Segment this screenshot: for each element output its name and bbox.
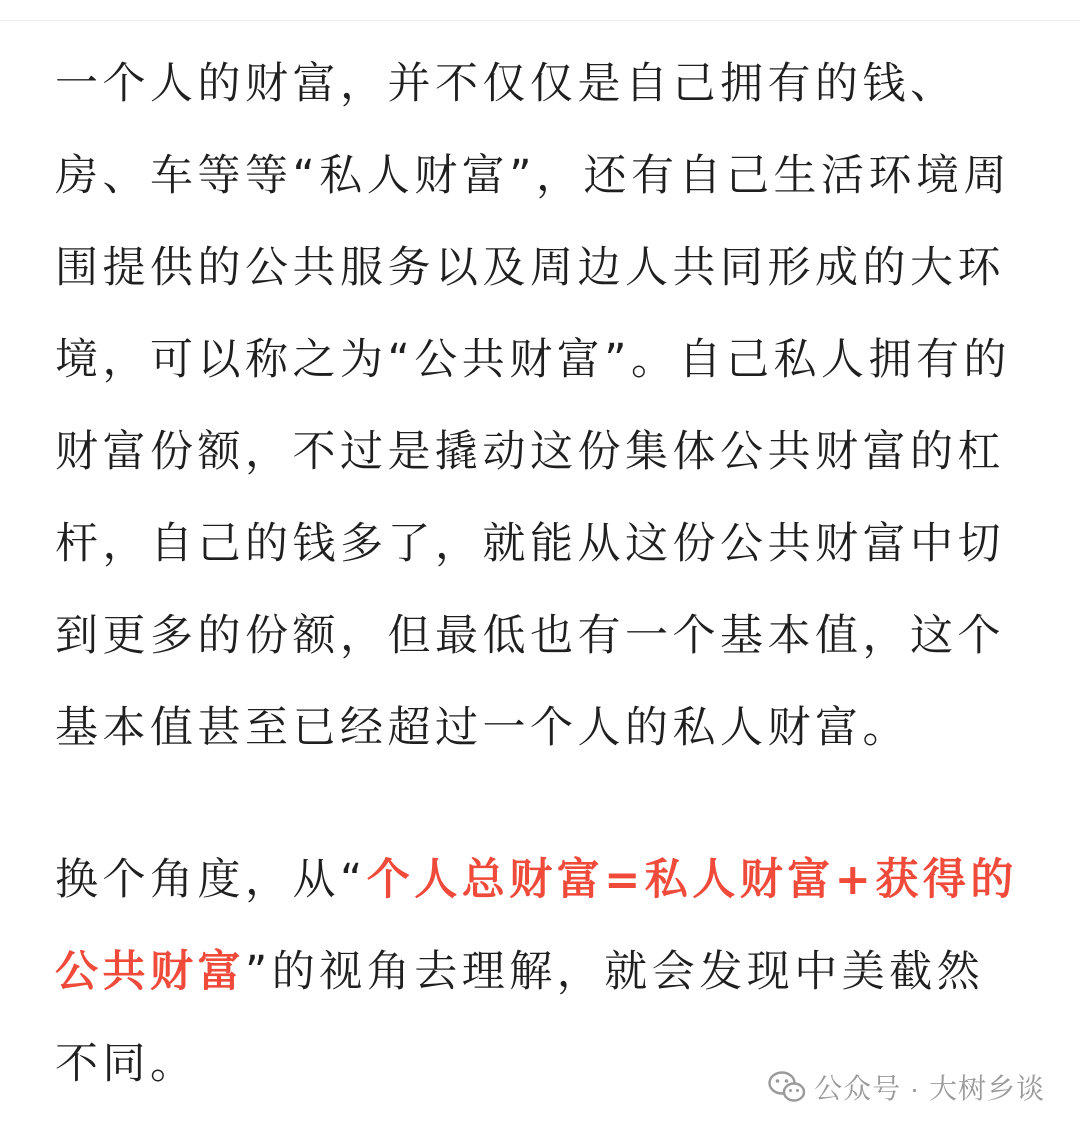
highlighted-formula: 个人总财富=私人财富+获得的公共财富 xyxy=(55,855,1018,997)
top-divider xyxy=(0,20,1080,21)
account-watermark xyxy=(768,1067,1045,1107)
paragraph-public-wealth: 一个人的财富，并不仅仅是自己拥有的钱、房、车等等“私人财富”，还有自己生活环境周围提供的公共服务以及周边人共同形成的大环境，可以称之为“公共财富”。自己私人拥有的财富份额，不过是撬动这份集体公共财富的杠杆，自己的钱多了，就能从这份公共财富中切到更多的份额，但最低也有一个基本值，这个基本值甚至已经超过一个人的私人财富。 xyxy=(55,59,1012,753)
article-body xyxy=(55,38,1030,1110)
paragraph-prefix: 换个角度，从“ xyxy=(55,855,367,905)
wechat-icon xyxy=(768,1071,806,1103)
watermark-text: 公众号 · 大树乡谈 xyxy=(814,1073,1045,1104)
paragraph-suffix: ”的视角去理解，就会发现中美截然不同。 xyxy=(55,947,985,1089)
